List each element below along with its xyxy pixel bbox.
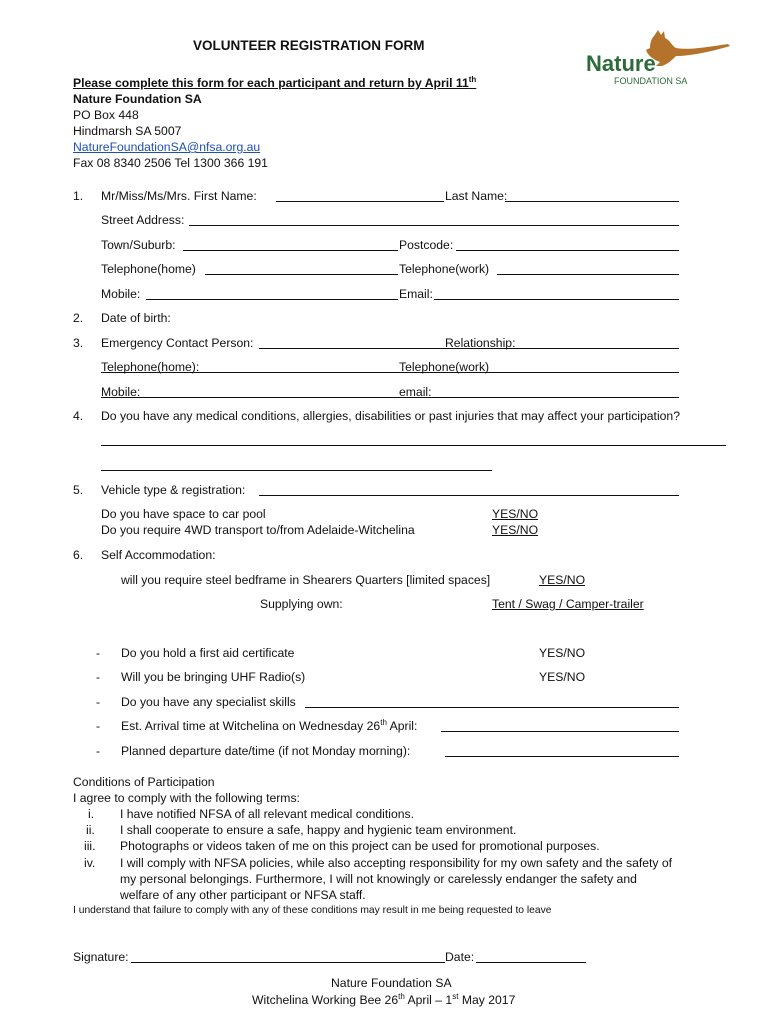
skills-field[interactable] (305, 707, 679, 708)
medical-question: Do you have any medical conditions, allergies, disabilities or past injuries that may affect your participation? (101, 409, 680, 423)
vehicle-label: Vehicle type & registration: (101, 483, 246, 497)
emergency-email-label: email: (399, 385, 432, 399)
contact-numbers: Fax 08 8340 2506 Tel 1300 366 191 (73, 156, 268, 170)
street-label: Street Address: (101, 213, 185, 227)
carpool-question: Do you have space to car pool (101, 507, 266, 521)
email-field[interactable] (434, 299, 679, 300)
arrival-question: Est. Arrival time at Witchelina on Wednesday 26th April: (121, 717, 418, 733)
conditions-heading: Conditions of Participation (73, 775, 215, 789)
emergency-contact-label: Emergency Contact Person: (101, 336, 254, 350)
email-link[interactable]: NatureFoundationSA@nfsa.org.au (73, 140, 261, 154)
street-field[interactable] (189, 225, 679, 226)
tel-home-field[interactable] (205, 274, 398, 275)
q3-number: 3. (73, 336, 84, 350)
org-name: Nature Foundation SA (73, 92, 202, 106)
arrival-field[interactable] (441, 731, 679, 732)
medical-answer-line-2[interactable] (101, 470, 492, 471)
supplying-own-answer[interactable]: Tent / Swag / Camper-trailer (492, 597, 644, 611)
q2-number: 2. (73, 311, 84, 325)
date-field[interactable] (476, 962, 586, 963)
footer-event: Witchelina Working Bee 26th April – 1st May 2017 (252, 991, 516, 1007)
term-text: I shall cooperate to ensure a safe, happy and hygienic team environment. (120, 823, 517, 837)
dob-label: Date of birth: (101, 311, 171, 325)
understand-text: I understand that failure to comply with any of these conditions may result in me being requested to leave (73, 905, 552, 916)
uhf-answer[interactable]: YES/NO (539, 670, 586, 684)
emergency-tel-home-label: Telephone(home): (101, 360, 200, 374)
town-field[interactable] (183, 250, 398, 251)
q6-number: 6. (73, 548, 84, 562)
term-number: iv. (84, 856, 96, 870)
date-label: Date: (445, 950, 475, 964)
logo-subtitle: FOUNDATION SA (614, 76, 688, 86)
emergency-tel-work-label: Telephone(work) (399, 360, 490, 374)
tel-work-field[interactable] (497, 274, 679, 275)
first-name-label: Mr/Miss/Ms/Mrs. First Name: (101, 189, 257, 203)
term-text: I have notified NFSA of all relevant medical conditions. (120, 807, 415, 821)
q5-number: 5. (73, 483, 84, 497)
first-aid-answer[interactable]: YES/NO (539, 646, 586, 660)
signature-label: Signature: (73, 950, 129, 964)
tel-home-label: Telephone(home) (101, 262, 196, 276)
dash: - (96, 744, 101, 758)
self-accommodation-label: Self Accommodation: (101, 548, 216, 562)
medical-answer-line-1[interactable] (101, 445, 726, 446)
term-text: I will comply with NFSA policies, while also accepting responsibility for my own safety and the safety of (120, 856, 673, 870)
nature-foundation-logo (584, 28, 734, 94)
uhf-question: Will you be bringing UHF Radio(s) (121, 670, 306, 684)
town-label: Town/Suburb: (101, 238, 176, 252)
q1-number: 1. (73, 189, 84, 203)
logo-word: Nature (586, 51, 656, 76)
term-number: i. (88, 807, 95, 821)
first-name-field[interactable] (276, 201, 444, 202)
carpool-answer[interactable]: YES/NO (492, 507, 539, 521)
bedframe-question: will you require steel bedframe in Shearers Quarters [limited spaces] (121, 573, 491, 587)
term-text: Photographs or videos taken of me on this project can be used for promotional purposes. (120, 839, 600, 853)
dash: - (96, 646, 101, 660)
departure-question: Planned departure date/time (if not Monday morning): (121, 744, 411, 758)
4wd-answer[interactable]: YES/NO (492, 523, 539, 537)
q4-number: 4. (73, 409, 84, 423)
term-text-continued: welfare of any other participant or NFSA staff. (120, 888, 366, 902)
page-title: VOLUNTEER REGISTRATION FORM (193, 38, 425, 53)
email-label: Email: (399, 287, 433, 301)
footer-org: Nature Foundation SA (331, 976, 452, 990)
dash: - (96, 695, 101, 709)
postcode-label: Postcode: (399, 238, 454, 252)
mobile-field[interactable] (146, 299, 398, 300)
term-text-continued: my personal belongings. Furthermore, I will not knowingly or carelessly endanger the safety and (120, 872, 637, 886)
instruction: Please complete this form for each participant and return by April 11th (73, 74, 477, 90)
supplying-own-label: Supplying own: (260, 597, 343, 611)
emergency-mobile-email-field[interactable] (101, 397, 679, 398)
last-name-label: Last Name: (445, 189, 508, 203)
tel-work-label: Telephone(work) (399, 262, 490, 276)
term-number: ii. (86, 823, 95, 837)
agree-text: I agree to comply with the following terms: (73, 791, 300, 805)
postcode-field[interactable] (456, 250, 679, 251)
signature-field[interactable] (131, 962, 445, 963)
bedframe-answer[interactable]: YES/NO (539, 573, 586, 587)
departure-field[interactable] (445, 756, 679, 757)
mobile-label: Mobile: (101, 287, 141, 301)
relationship-label: Relationship: (445, 336, 516, 350)
vehicle-field[interactable] (259, 495, 679, 496)
first-aid-question: Do you hold a first aid certificate (121, 646, 295, 660)
last-name-field[interactable] (505, 201, 679, 202)
dash: - (96, 670, 101, 684)
address: Hindmarsh SA 5007 (73, 124, 182, 138)
4wd-question: Do you require 4WD transport to/from Adelaide-Witchelina (101, 523, 415, 537)
emergency-tel-field[interactable] (101, 372, 679, 373)
dash: - (96, 719, 101, 733)
skills-question: Do you have any specialist skills (121, 695, 296, 709)
po-box: PO Box 448 (73, 108, 139, 122)
term-number: iii. (84, 839, 96, 853)
emergency-mobile-label: Mobile: (101, 385, 141, 399)
